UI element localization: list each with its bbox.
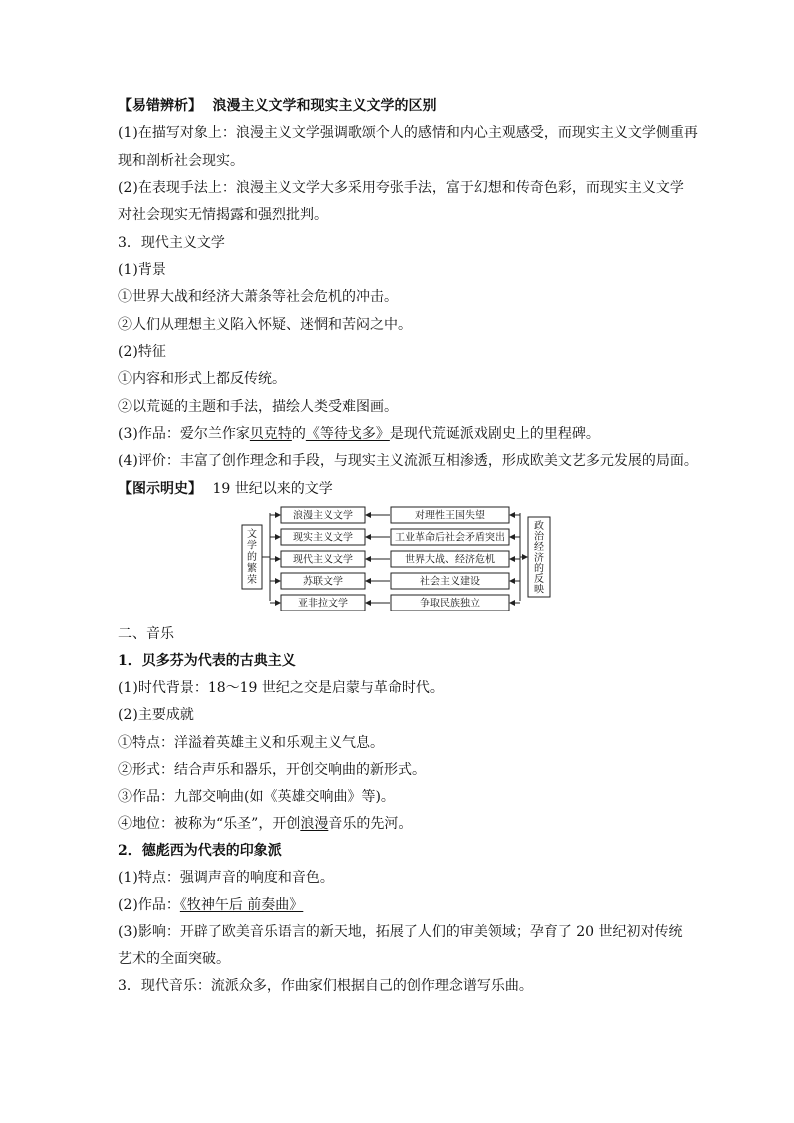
literature-type-label: 现代主义文学 <box>293 554 353 566</box>
music-section-1: 1．贝多芬为代表的古典主义 <box>118 653 296 669</box>
music-2-works-prefix: (2)作品： <box>118 897 180 913</box>
music-2-influence: (3)影响：开辟了欧美音乐语言的新天地，拓展了人们的审美领域；孕育了 20 世纪初对传统 <box>118 924 683 940</box>
music-1-status <box>118 815 412 833</box>
literature-type-label: 亚非拉文学 <box>298 598 348 610</box>
tip-tag: 【易错辨析】 <box>118 98 202 114</box>
music-1-works: ③作品：九部交响曲(如《英雄交响曲》等)。 <box>118 789 395 805</box>
works-author: 贝克特 <box>249 426 292 442</box>
right-label-char: 治 <box>534 531 544 543</box>
cause-label: 社会主义建设 <box>420 576 480 588</box>
left-label-char: 学 <box>247 540 257 552</box>
tip-paragraph-2: (2)在表现手法上：浪漫主义文学大多采用夸张手法，富于幻想和传奇色彩，而现实主义文学 <box>118 180 684 196</box>
modern-works <box>118 425 600 443</box>
music-section-3: 3．现代音乐：流派众多，作曲家们根据自己的创作理念谱写乐曲。 <box>118 978 533 994</box>
modern-feature-2: ②以荒诞的主题和手法，描绘人类受难图画。 <box>118 399 398 415</box>
tip-paragraph-1-cont: 现和剖析社会现实。 <box>118 153 244 169</box>
works-suffix: 是现代荒诞派戏剧史上的里程碑。 <box>389 426 600 442</box>
works-mid: 的 <box>291 426 306 442</box>
music-2-works-title: 《牧神午后 前奏曲》 <box>179 897 304 913</box>
left-label <box>247 528 257 586</box>
music-2-feature: (1)特点：强调声音的响度和音色。 <box>118 870 334 886</box>
modern-background-2: ②人们从理想主义陷入怀疑、迷惘和苦闷之中。 <box>118 317 412 333</box>
tip-heading <box>118 97 436 115</box>
cause-label: 争取民族独立 <box>420 598 480 610</box>
modern-feature-1: ①内容和形式上都反传统。 <box>118 371 286 387</box>
diagram-rows <box>270 507 520 611</box>
modern-background-label: (1)背景 <box>118 262 166 278</box>
tip-title: 浪漫主义文学和现实主义文学的区别 <box>212 98 437 114</box>
status-prefix: ④地位：被称为“乐圣”，开创 <box>118 816 301 832</box>
works-title: 《等待戈多》 <box>305 426 390 442</box>
status-suffix: 音乐的先河。 <box>328 816 413 832</box>
left-label-char: 繁 <box>247 563 257 575</box>
works-prefix: (3)作品：爱尔兰作家 <box>118 426 250 442</box>
left-label-char: 的 <box>247 552 257 563</box>
modern-features-label: (2)特征 <box>118 344 166 360</box>
music-2-influence-cont: 艺术的全面突破。 <box>118 951 230 967</box>
tip-paragraph-1: (1)在描写对象上：浪漫主义文学强调歌颂个人的感情和内心主观感受，而现实主义文学侧重再 <box>118 125 698 141</box>
illustration-title: 19 世纪以来的文学 <box>212 481 333 497</box>
music-2-works <box>118 896 303 914</box>
literature-type-label: 苏联文学 <box>303 576 343 588</box>
literature-type-label: 现实主义文学 <box>293 532 353 544</box>
section-heading-modern: 3．现代主义文学 <box>118 235 225 251</box>
section-heading-music: 二、音乐 <box>118 626 174 642</box>
cause-label: 世界大战、经济危机 <box>405 554 495 566</box>
tip-paragraph-2-cont: 对社会现实无情揭露和强烈批判。 <box>118 207 328 223</box>
left-label-char: 文 <box>247 529 257 540</box>
right-label-char: 政 <box>534 521 544 532</box>
illustration-heading <box>118 480 333 498</box>
literature-diagram <box>240 503 554 611</box>
cause-label: 对理性王国失望 <box>415 510 485 522</box>
music-1-feature: ①特点：洋溢着英雄主义和乐观主义气息。 <box>118 735 384 751</box>
right-label <box>534 519 545 596</box>
literature-type-label: 浪漫主义文学 <box>293 510 353 522</box>
cause-label: 工业革命后社会矛盾突出 <box>395 532 505 544</box>
left-label-char: 荣 <box>247 575 257 586</box>
music-1-form: ②形式：结合声乐和器乐，开创交响曲的新形式。 <box>118 762 426 778</box>
music-1-background: (1)时代背景：18～19 世纪之交是启蒙与革命时代。 <box>118 680 444 696</box>
music-section-2: 2．德彪西为代表的印象派 <box>118 843 282 859</box>
right-label-char: 经 <box>534 542 544 554</box>
modern-evaluation: (4)评价：丰富了创作理念和手段，与现实主义流派互相渗透，形成欧美文艺多元发展的局面。 <box>118 453 698 469</box>
music-1-achievements: (2)主要成就 <box>118 707 194 723</box>
status-underlined: 浪漫 <box>300 816 329 832</box>
modern-background-1: ①世界大战和经济大萧条等社会危机的冲击。 <box>118 289 398 305</box>
right-label-char: 济 <box>534 552 544 564</box>
illustration-tag: 【图示明史】 <box>118 481 202 497</box>
right-label-char: 映 <box>534 584 544 596</box>
right-label-char: 的 <box>534 563 544 575</box>
right-label-char: 反 <box>534 574 544 585</box>
